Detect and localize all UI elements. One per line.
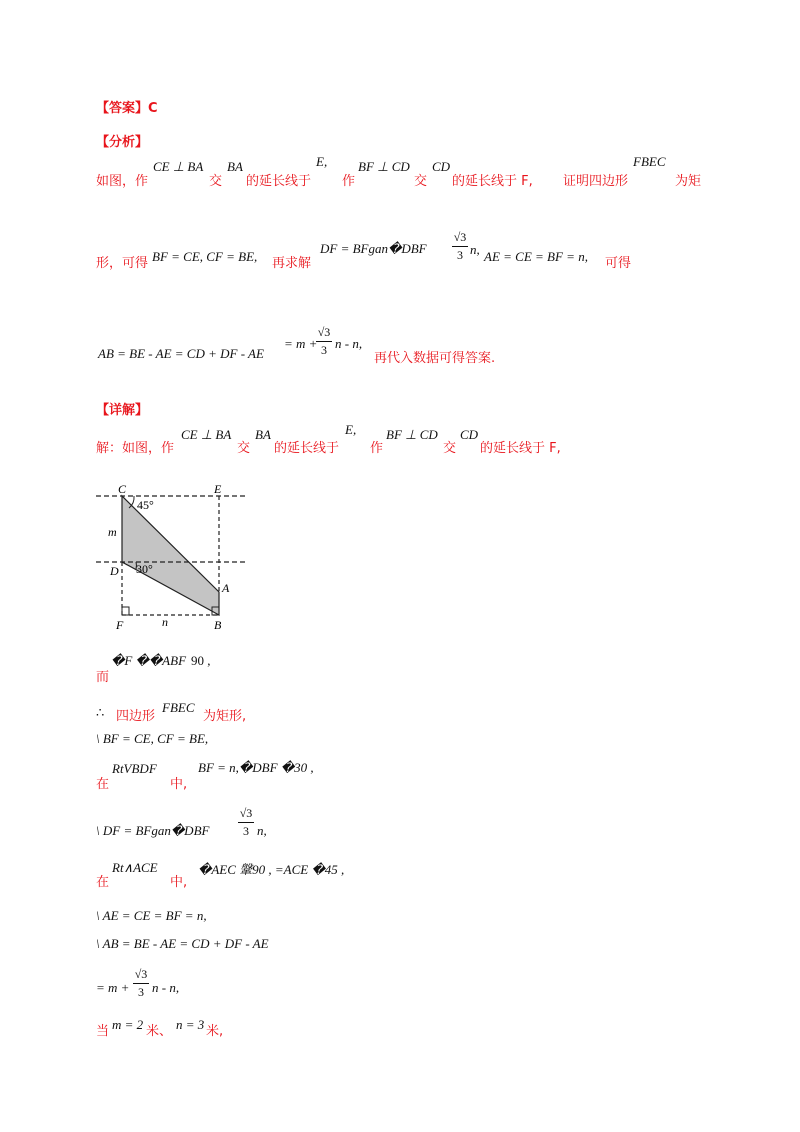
analysis-text: 证明四边形 bbox=[563, 174, 629, 189]
analysis-text: 形，可得 bbox=[96, 256, 149, 271]
detail-text: 当 bbox=[96, 1024, 110, 1039]
analysis-text: 作 bbox=[342, 174, 356, 189]
point-d-label: D bbox=[110, 564, 119, 578]
detail-text: 中, bbox=[170, 875, 188, 890]
analysis-text: 交 bbox=[209, 174, 223, 189]
math-expr: n - n, bbox=[335, 336, 363, 351]
math-expr: CE ⊥ BA bbox=[181, 427, 232, 442]
math-expr: ∴ bbox=[96, 705, 105, 720]
math-expr: BF ⊥ CD bbox=[358, 159, 410, 174]
detail-text: 解：如图，作 bbox=[96, 441, 175, 456]
analysis-text: 为矩 bbox=[675, 174, 702, 189]
math-expr: CD bbox=[460, 427, 479, 442]
analysis-text: 可得 bbox=[605, 256, 632, 271]
math-expr: E, bbox=[345, 422, 357, 437]
math-expr: \ AB = BE - AE = CD + DF - AE bbox=[96, 936, 269, 951]
analysis-text: 的延长线于 F, bbox=[452, 174, 533, 189]
math-expr: \ AE = CE = BF = n, bbox=[96, 908, 207, 923]
detail-text: 为矩形, bbox=[203, 709, 247, 724]
angle-30-label: 30° bbox=[136, 562, 153, 576]
math-expr: BF ⊥ CD bbox=[386, 427, 438, 442]
point-e-label: E bbox=[214, 482, 222, 496]
analysis-text: 交 bbox=[414, 174, 428, 189]
math-expr: = m + bbox=[284, 336, 318, 351]
math-expr: BF = CE, CF = BE, bbox=[152, 249, 258, 264]
math-expr: m = 2 bbox=[112, 1017, 144, 1032]
math-expr: AB = BE - AE = CD + DF - AE bbox=[98, 346, 264, 361]
analysis-text: 的延长线于 bbox=[246, 174, 312, 189]
math-expr: CD bbox=[432, 159, 451, 174]
answer-line bbox=[96, 97, 158, 116]
side-n-label: n bbox=[162, 615, 168, 629]
math-expr: Rt∧ACE bbox=[112, 860, 158, 875]
detail-text: 而 bbox=[96, 670, 110, 685]
right-angle-f bbox=[122, 607, 129, 615]
answer-label: 【答案】 bbox=[96, 101, 149, 116]
fraction: √3 3 bbox=[239, 806, 253, 838]
fraction: √3 3 bbox=[317, 325, 331, 357]
math-expr: n, bbox=[257, 823, 267, 838]
math-expr: n - n, bbox=[152, 980, 180, 995]
fraction: √3 3 bbox=[453, 230, 467, 262]
detail-text: 交 bbox=[443, 441, 457, 456]
math-expr: BA bbox=[255, 427, 271, 442]
angle-45-label: 45° bbox=[137, 498, 154, 512]
math-expr: BF = n,�DBF �30 , bbox=[198, 760, 314, 775]
math-expr: DF = BFgan�DBF bbox=[320, 241, 427, 256]
math-expr: AE = CE = BF = n, bbox=[484, 249, 588, 264]
detail-text: 中, bbox=[170, 777, 188, 792]
math-expr: = m + bbox=[96, 980, 130, 995]
point-c-label: C bbox=[118, 482, 127, 496]
math-expr: \ BF = CE, CF = BE, bbox=[96, 731, 209, 746]
math-expr: 90 , bbox=[191, 653, 211, 668]
detail-text: 米, bbox=[206, 1024, 224, 1039]
math-expr: RtVBDF bbox=[112, 761, 157, 776]
math-expr: BA bbox=[227, 159, 243, 174]
shaded-quadrilateral bbox=[122, 496, 219, 615]
point-a-label: A bbox=[222, 581, 230, 595]
analysis-text: 再代入数据可得答案. bbox=[374, 351, 496, 366]
side-m-label: m bbox=[108, 525, 117, 539]
math-expr: CE ⊥ BA bbox=[153, 159, 204, 174]
math-expr: �AEC 鞶90 , =ACE �45 , bbox=[198, 862, 345, 877]
geometry-figure bbox=[96, 478, 246, 633]
answer-value: C bbox=[148, 101, 158, 116]
math-expr: FBEC bbox=[162, 700, 195, 715]
math-expr: E, bbox=[316, 154, 328, 169]
detail-text: 的延长线于 F, bbox=[480, 441, 561, 456]
analysis-text: 再求解 bbox=[272, 256, 312, 271]
math-expr: n, bbox=[470, 242, 480, 257]
analysis-text: 如图，作 bbox=[96, 174, 149, 189]
detail-text: 米、 bbox=[146, 1024, 173, 1039]
detail-text: 在 bbox=[96, 875, 110, 890]
fraction: √3 3 bbox=[134, 967, 148, 999]
detail-label: 【详解】 bbox=[96, 403, 149, 418]
math-expr: �F ��ABF bbox=[111, 653, 187, 668]
detail-text: 的延长线于 bbox=[274, 441, 340, 456]
math-expr: FBEC bbox=[633, 154, 666, 169]
math-expr: n = 3 bbox=[176, 1017, 205, 1032]
detail-text: 交 bbox=[237, 441, 251, 456]
analysis-label: 【分析】 bbox=[96, 135, 149, 150]
math-expr: \ DF = BFgan�DBF bbox=[96, 823, 210, 838]
detail-text: 作 bbox=[370, 441, 384, 456]
detail-text: 在 bbox=[96, 777, 110, 792]
point-f-label: F bbox=[116, 618, 124, 632]
detail-text: 四边形 bbox=[116, 709, 156, 724]
point-b-label: B bbox=[214, 618, 222, 632]
